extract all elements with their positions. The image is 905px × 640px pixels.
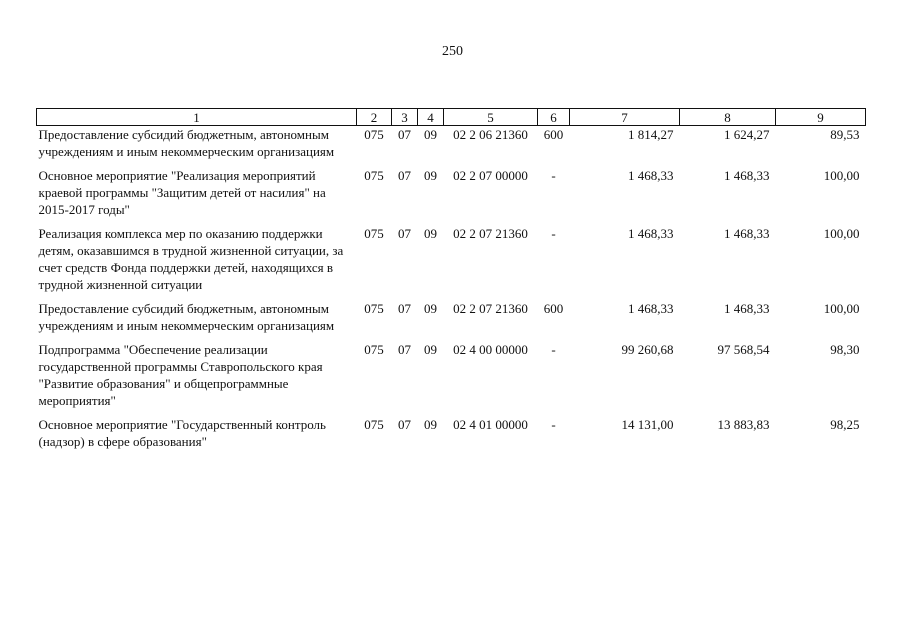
budget-table (36, 108, 866, 457)
row-ved: 075 (364, 342, 384, 357)
table-row (37, 416, 866, 457)
row-name: Подпрограмма "Обеспечение реализации государственной программы Ставропольского края "Развитие образования" и общепрограммные мероприятия" (38, 342, 323, 408)
page-number: 250 (442, 44, 463, 59)
row-plan: 1 814,27 (628, 127, 674, 142)
row-pct: 98,30 (830, 342, 860, 357)
row-rz: 07 (398, 168, 411, 183)
row-vr: 600 (543, 301, 564, 316)
header-cell: 2 (357, 109, 392, 126)
row-pct: 100,00 (823, 168, 860, 183)
row-vr: - (551, 342, 556, 357)
header-cell: 9 (776, 109, 866, 126)
row-vr: 600 (543, 127, 564, 142)
row-plan: 14 131,00 (621, 417, 674, 432)
row-fact: 1 624,27 (724, 127, 770, 142)
row-name: Реализация комплекса мер по оказанию поддержки детям, оказавшимся в трудной жизненной ситуации, за счет средств Фонда поддержки детей, находящихся в трудной жизненной ситуации (38, 226, 344, 292)
row-ved: 075 (364, 127, 384, 142)
row-name: Предоставление субсидий бюджетным, автономным учреждениям и иным некоммерческим организациям (38, 301, 335, 333)
row-vr: - (551, 417, 556, 432)
table-row (37, 126, 866, 168)
table-row (37, 167, 866, 225)
row-fact: 1 468,33 (724, 301, 770, 316)
row-ved: 075 (364, 168, 384, 183)
row-rz: 07 (398, 417, 411, 432)
header-cell: 8 (680, 109, 776, 126)
row-pr: 09 (424, 417, 437, 432)
table-row (37, 300, 866, 341)
row-csr: 02 4 00 00000 (453, 342, 528, 357)
row-rz: 07 (398, 342, 411, 357)
table-row (37, 341, 866, 416)
row-plan: 99 260,68 (621, 342, 674, 357)
row-pct: 89,53 (830, 127, 860, 142)
row-name: Предоставление субсидий бюджетным, автономным учреждениям и иным некоммерческим организациям (38, 127, 335, 159)
row-rz: 07 (398, 226, 411, 241)
row-name: Основное мероприятие "Государственный контроль (надзор) в сфере образования" (38, 417, 326, 449)
row-pr: 09 (424, 301, 437, 316)
header-cell: 7 (570, 109, 680, 126)
row-pct: 98,25 (830, 417, 860, 432)
table-row (37, 225, 866, 300)
row-vr: - (551, 168, 556, 183)
row-ved: 075 (364, 301, 384, 316)
row-pr: 09 (424, 127, 437, 142)
header-cell: 1 (37, 109, 357, 126)
row-vr: - (551, 226, 556, 241)
header-cell: 4 (418, 109, 444, 126)
row-pr: 09 (424, 226, 437, 241)
row-pct: 100,00 (823, 226, 860, 241)
row-ved: 075 (364, 417, 384, 432)
row-fact: 97 568,54 (717, 342, 770, 357)
row-fact: 13 883,83 (717, 417, 770, 432)
row-csr: 02 2 07 21360 (453, 226, 528, 241)
row-csr: 02 2 07 21360 (453, 301, 528, 316)
row-ved: 075 (364, 226, 384, 241)
header-row (37, 109, 866, 126)
header-cell: 6 (538, 109, 570, 126)
header-cell: 5 (444, 109, 538, 126)
header-cell: 3 (392, 109, 418, 126)
row-pr: 09 (424, 342, 437, 357)
row-rz: 07 (398, 127, 411, 142)
row-csr: 02 2 07 00000 (453, 168, 528, 183)
row-csr: 02 4 01 00000 (453, 417, 528, 432)
row-plan: 1 468,33 (628, 301, 674, 316)
row-pct: 100,00 (823, 301, 860, 316)
row-name: Основное мероприятие "Реализация мероприятий краевой программы "Защитим детей от насилия" на 2015-2017 годы" (38, 168, 326, 217)
row-rz: 07 (398, 301, 411, 316)
row-pr: 09 (424, 168, 437, 183)
row-plan: 1 468,33 (628, 226, 674, 241)
row-fact: 1 468,33 (724, 168, 770, 183)
row-fact: 1 468,33 (724, 226, 770, 241)
row-plan: 1 468,33 (628, 168, 674, 183)
row-csr: 02 2 06 21360 (453, 127, 528, 142)
